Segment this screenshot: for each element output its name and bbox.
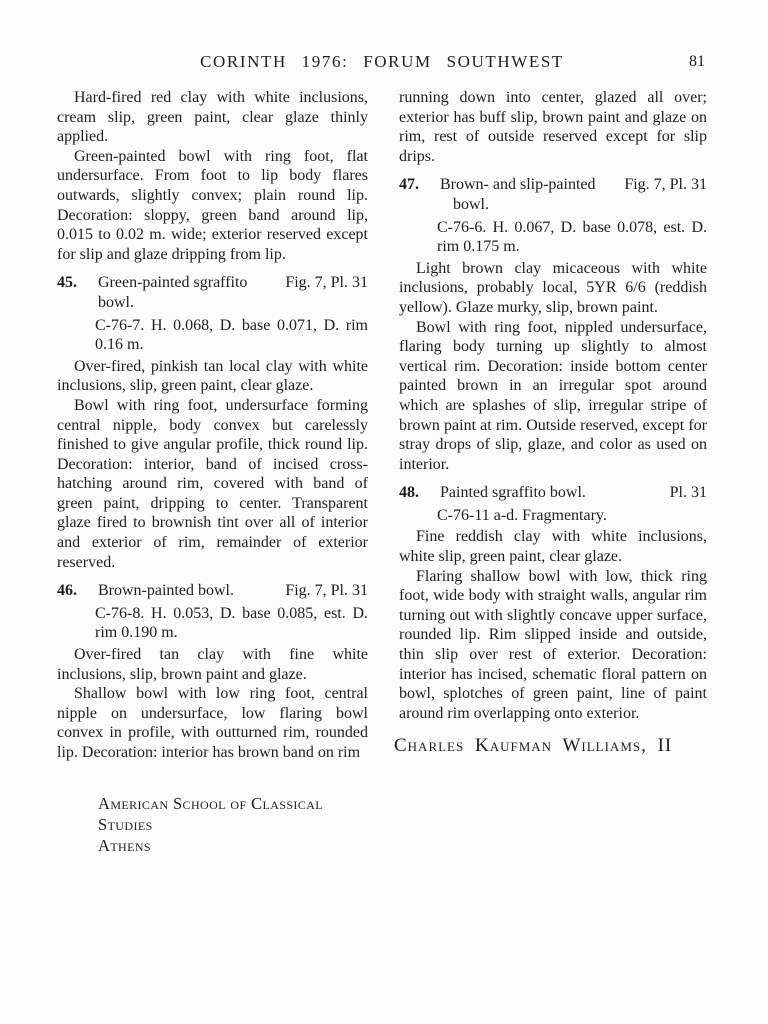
figure-plate-reference: Fig. 7, Pl. 31: [285, 582, 368, 600]
right-column: [394, 88, 707, 856]
paragraph: Light brown clay micaceous with white inclusions, probably local, 5YR 6/6 (reddish yellow). Glaze murky, slip, brown paint.: [399, 259, 707, 316]
figure-plate-reference: Fig. 7, Pl. 31: [285, 274, 368, 292]
paragraph: Bowl with ring foot, nippled undersurface, flaring body turning up slightly to almost vertical rim. Decoration: inside bottom center painted brown in an irregular spot around which are splashes of slip, irregular stripe of brown paint at rim. Outside reserved, except for stray drops of slip, glaze, and color as used on interior.: [399, 318, 707, 473]
catalog-inventory: C-76-11 a-d. Fragmentary.: [437, 506, 607, 524]
paragraph: Bowl with ring foot, undersurface forming central nipple, body convex but carelessly finished to give angular profile, thick round lip. Decoration: interior, band of incised cross-hatching around rim, covered with band of green paint, dripping to center. Transparent glaze fired to brownish tint over all of interior and exterior of rim, remainder of exterior reserved.: [57, 396, 368, 571]
paragraph: Green-painted bowl with ring foot, flat undersurface. From foot to lip body flares outwards, slightly convex; plain round lip. Decoration: sloppy, green band around lip, 0.015 to 0.02 m. wide; exterior reserved except for slip and glaze dripping from lip.: [57, 147, 368, 263]
left-column: [57, 88, 368, 856]
catalog-entry-47-heading: [399, 175, 707, 214]
entry-title: Painted sgraffito bowl.: [440, 484, 586, 502]
paragraph: Shallow bowl with low ring foot, central nipple on undersurface, low flaring bowl convex in profile, with outturned rim, rounded lip. Decoration: interior has brown band on rim: [57, 685, 368, 761]
catalog-entry-46-heading: [57, 581, 368, 601]
entry-number: 48.: [399, 484, 419, 502]
catalog-entry-48-heading: [399, 483, 707, 503]
catalog-entry-45-heading: [57, 273, 368, 312]
author-affiliation: [98, 793, 368, 856]
catalog-dimensions: C-76-7. H. 0.068, D. base 0.071, D. rim 0.16 m.: [95, 316, 368, 354]
entry-number: 46.: [57, 582, 77, 600]
entry-title: Brown-painted bowl.: [98, 582, 234, 600]
affiliation-institution: American School of Classical Studies: [98, 793, 324, 834]
entry-title: Green-painted sgraffito bowl.: [98, 274, 248, 311]
running-head: [57, 52, 707, 74]
entry-title-line2: bowl.: [453, 195, 489, 213]
two-column-body: [57, 88, 707, 856]
figure-plate-reference: Pl. 31: [669, 484, 707, 502]
paragraph: Flaring shallow bowl with low, thick ring foot, wide body with straight walls, angular rim turning out with slightly concave upper surface, rounded lip. Rim slipped inside and outside, thin slip over rest of exterior. Decoration: interior has incised, schematic floral pattern on bowl, splotches of green paint, line of paint around rim overlapping onto exterior.: [399, 567, 707, 722]
entry-title: Brown- and slip-painted: [440, 176, 596, 194]
paragraph: Hard-fired red clay with white inclusions, cream slip, green paint, clear glaze thinly applied.: [57, 89, 368, 146]
entry-title-row: [440, 175, 707, 195]
affiliation-city: Athens: [98, 835, 151, 855]
paragraph: Over-fired, pinkish tan local clay with white inclusions, slip, green paint, clear glaze.: [57, 357, 368, 395]
paragraph-continuation: running down into center, glazed all over; exterior has buff slip, brown paint and glaze on rim, rest of outside reserved except for slip drips.: [399, 89, 707, 165]
running-title: CORINTH 1976: FORUM SOUTHWEST: [200, 52, 564, 71]
figure-plate-reference: Fig. 7, Pl. 31: [624, 176, 707, 194]
catalog-dimensions: C-76-6. H. 0.067, D. base 0.078, est. D. rim 0.175 m.: [437, 218, 707, 256]
entry-title-wrap: [440, 175, 707, 214]
paragraph: Fine reddish clay with white inclusions, white slip, green paint, clear glaze.: [399, 528, 707, 566]
entry-number: 47.: [399, 176, 419, 194]
entry-number: 45.: [57, 274, 77, 292]
paragraph: Over-fired tan clay with fine white inclusions, slip, brown paint and glaze.: [57, 646, 368, 683]
author-signature: Charles Kaufman Williams, II: [394, 735, 673, 757]
catalog-dimensions: C-76-8. H. 0.053, D. base 0.085, est. D. rim 0.190 m.: [95, 604, 368, 642]
page-number: 81: [689, 53, 705, 70]
